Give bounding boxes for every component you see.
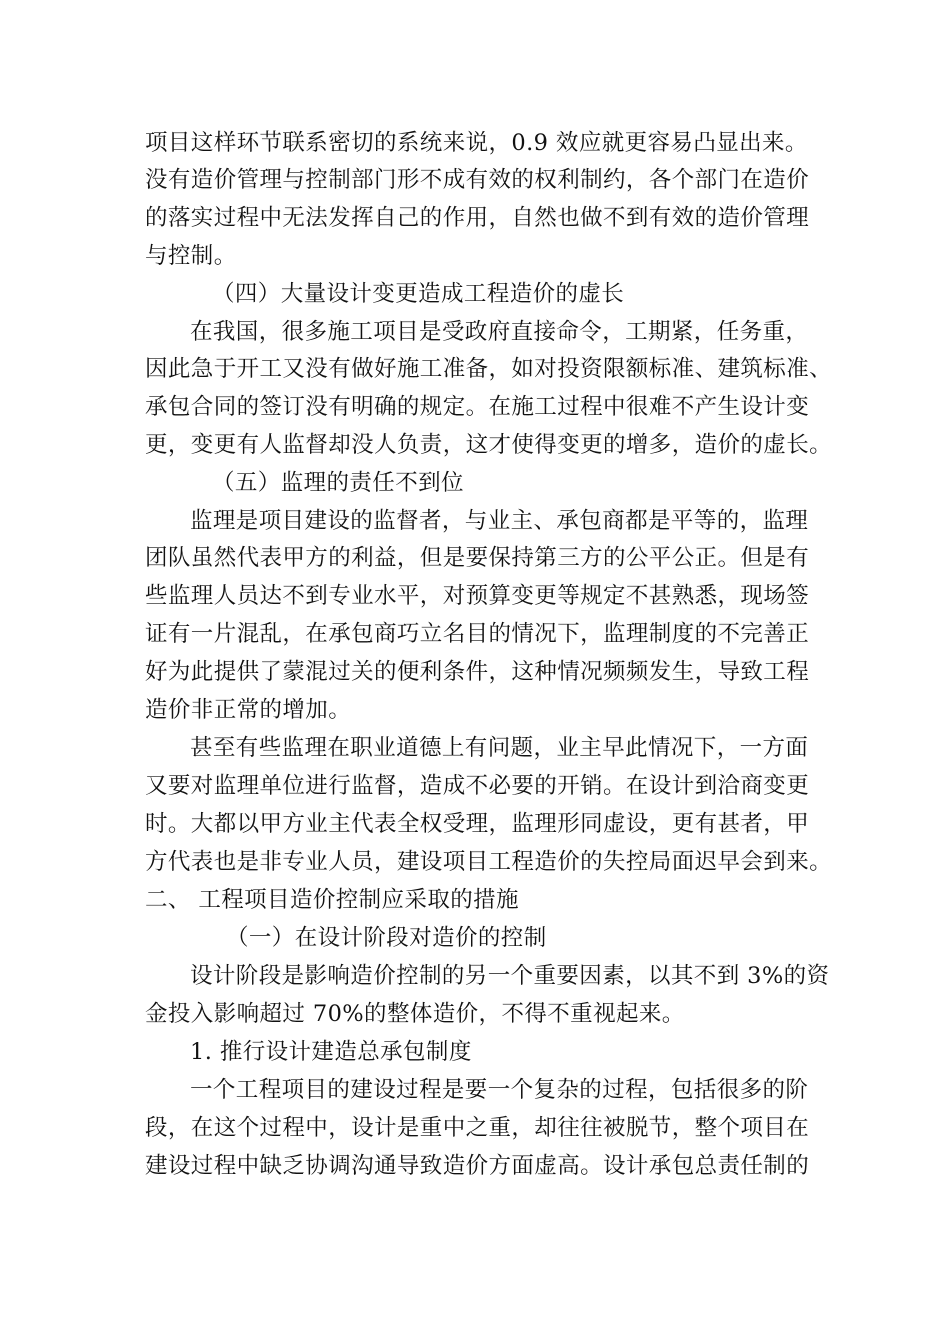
section-heading: （五）监理的责任不到位 — [212, 470, 464, 496]
text-line: 与控制。 — [145, 243, 237, 269]
subsection-heading: （一）在设计阶段对造价的控制 — [226, 925, 547, 951]
text-line: 建设过程中缺乏协调沟通导致造价方面虚高。设计承包总责任制的 — [145, 1153, 810, 1179]
text-line: 监理是项目建设的监督者，与业主、承包商都是平等的，监理 — [190, 508, 809, 534]
text-line: 些监理人员达不到专业水平，对预算变更等规定不甚熟悉，现场签 — [145, 583, 810, 609]
text-line: 甚至有些监理在职业道德上有问题，业主早此情况下，一方面 — [190, 735, 809, 761]
text-line: 金投入影响超过 70%的整体造价，不得不重视起来。 — [145, 1001, 685, 1027]
text-line: 项目这样环节联系密切的系统来说，0.9 效应就更容易凸显出来。 — [145, 130, 808, 156]
section-heading: 二、 工程项目造价控制应采取的措施 — [145, 887, 519, 913]
text-line: 在我国，很多施工项目是受政府直接命令，工期紧，任务重， — [190, 319, 809, 345]
section-heading: （四）大量设计变更造成工程造价的虚长 — [212, 281, 625, 307]
text-line: 时。大都以甲方业主代表全权受理，监理形同虚设，更有甚者，甲 — [145, 811, 810, 837]
text-line: 一个工程项目的建设过程是要一个复杂的过程，包括很多的阶 — [190, 1077, 809, 1103]
text-line: 的落实过程中无法发挥自己的作用，自然也做不到有效的造价管理 — [145, 205, 810, 231]
text-line: 更，变更有人监督却没人负责，这才使得变更的增多，造价的虚长。 — [145, 432, 833, 458]
text-line: 承包合同的签订没有明确的规定。在施工过程中很难不产生设计变 — [145, 394, 810, 420]
text-line: 段，在这个过程中，设计是重中之重，却往往被脱节，整个项目在 — [145, 1115, 810, 1141]
text-line: 好为此提供了蒙混过关的便利条件，这种情况频频发生，导致工程 — [145, 659, 810, 685]
text-line: 因此急于开工又没有做好施工准备，如对投资限额标准、建筑标准、 — [145, 356, 833, 382]
text-line: 又要对监理单位进行监督，造成不必要的开销。在设计到洽商变更 — [145, 773, 810, 799]
text-line: 造价非正常的增加。 — [145, 697, 352, 723]
text-line: 团队虽然代表甲方的利益，但是要保持第三方的公平公正。但是有 — [145, 545, 810, 571]
text-line: 方代表也是非专业人员，建设项目工程造价的失控局面迟早会到来。 — [145, 849, 833, 875]
numbered-heading: 1. 推行设计建造总承包制度 — [190, 1039, 472, 1065]
text-line: 设计阶段是影响造价控制的另一个重要因素，以其不到 3%的资 — [190, 963, 830, 989]
text-line: 证有一片混乱，在承包商巧立名目的情况下，监理制度的不完善正 — [145, 621, 810, 647]
text-line: 没有造价管理与控制部门形不成有效的权利制约，各个部门在造价 — [145, 167, 810, 193]
